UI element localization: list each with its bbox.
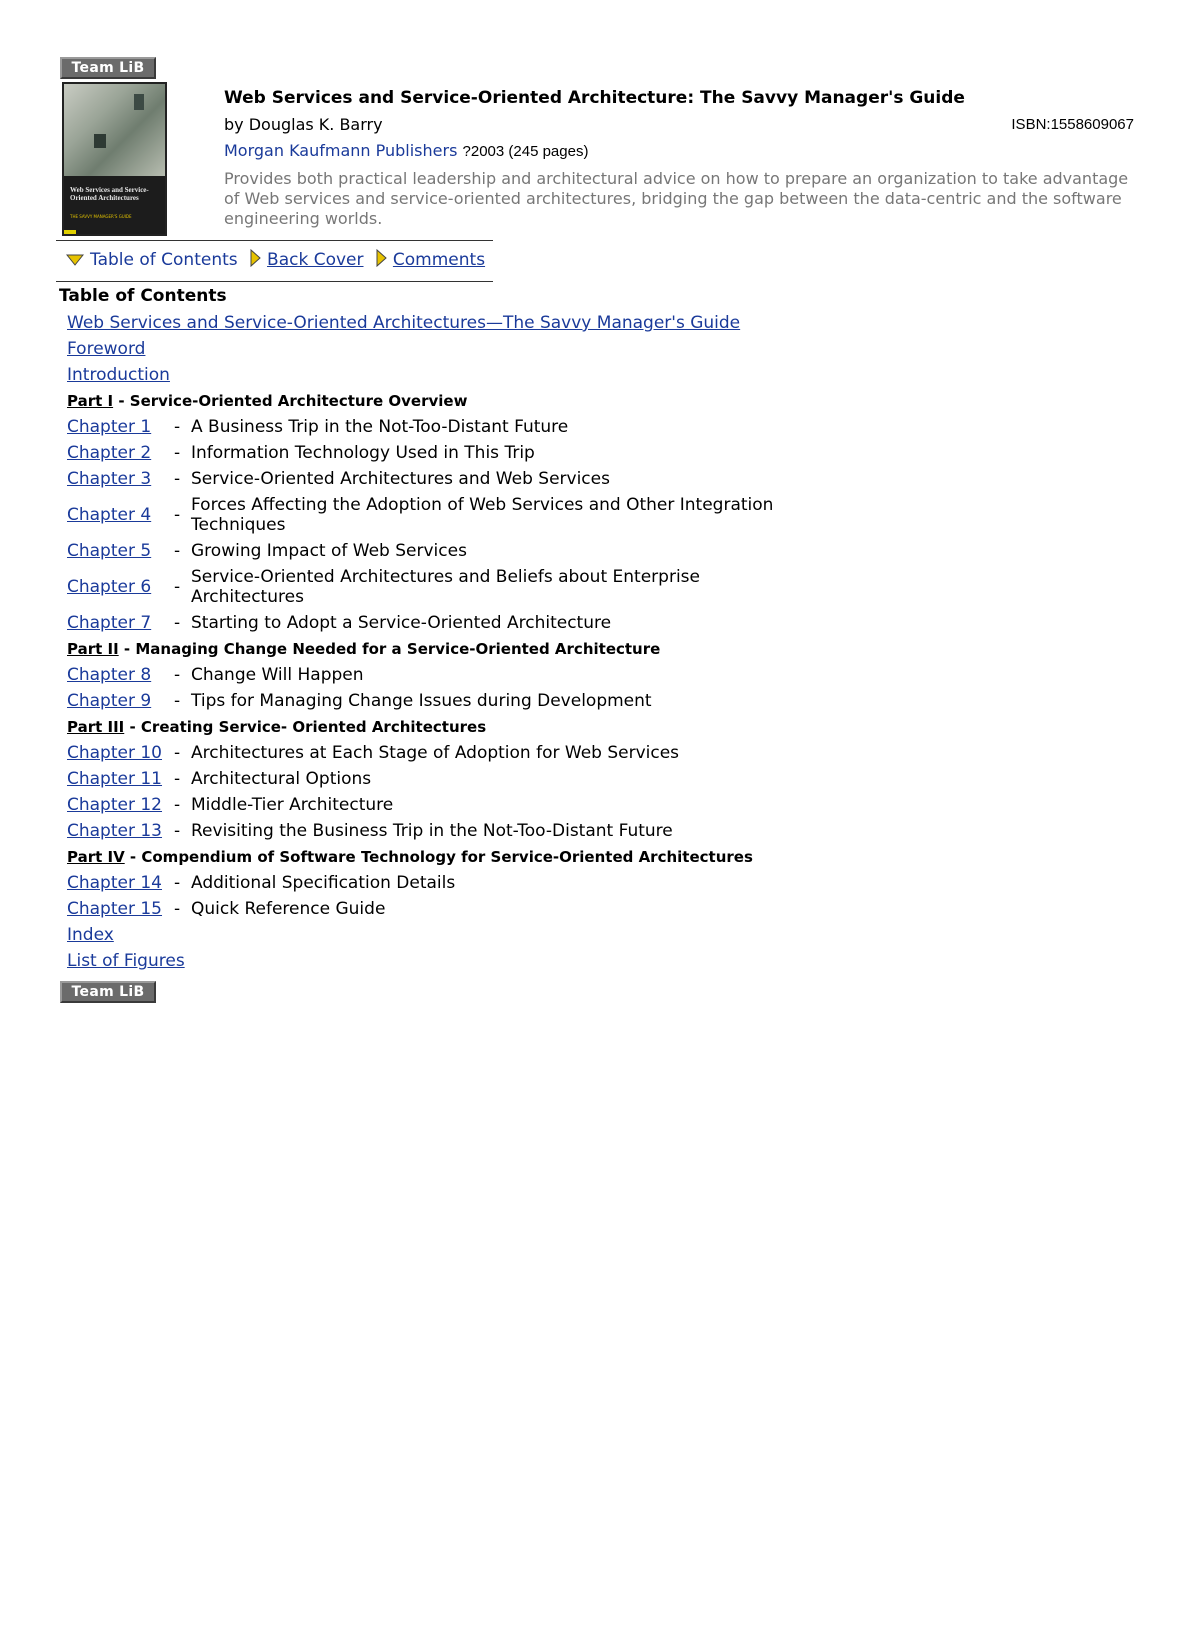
chapter-link[interactable]: Chapter 7 xyxy=(67,613,152,633)
toc-link-book-title[interactable]: Web Services and Service-Oriented Architectures—The Savvy Manager's Guide xyxy=(67,313,741,333)
chapter-link[interactable]: Chapter 14 xyxy=(67,873,163,893)
chapter-link[interactable]: Chapter 6 xyxy=(67,577,152,597)
arrow-down-icon xyxy=(66,253,84,267)
chapter-row xyxy=(67,740,827,766)
arrow-right-icon xyxy=(375,249,387,267)
chapter-title: Service-Oriented Architectures and Web Services xyxy=(191,469,610,489)
separator: - xyxy=(174,691,181,711)
chapter-row xyxy=(67,688,827,714)
part-label: Part III xyxy=(67,718,125,736)
book-cover-image xyxy=(62,82,167,236)
publisher-name: Morgan Kaufmann Publishers xyxy=(224,141,458,160)
part-title: - Creating Service- Oriented Architectures xyxy=(124,718,487,736)
chapter-row xyxy=(67,818,827,844)
part-label: Part II xyxy=(67,640,119,658)
chapter-title: Forces Affecting the Adoption of Web Services and Other Integration Techniques xyxy=(191,495,774,535)
chapter-link[interactable]: Chapter 10 xyxy=(67,743,163,763)
nav-comments-link[interactable]: Comments xyxy=(392,250,486,270)
toc-heading: Table of Contents xyxy=(59,286,227,306)
chapter-link[interactable]: Chapter 4 xyxy=(67,505,152,525)
book-description: Provides both practical leadership and architectural advice on how to prepare an organization to take advantage of Web services and service-oriented architectures, bridging the gap between the data-centric and the software engineering worlds. xyxy=(224,169,1129,228)
team-lib-logo-top: Team LiB xyxy=(60,57,156,79)
chapter-title: Growing Impact of Web Services xyxy=(191,541,467,561)
separator: - xyxy=(174,795,181,815)
chapter-row xyxy=(67,896,827,922)
nav-divider-top xyxy=(56,240,493,241)
chapter-link[interactable]: Chapter 2 xyxy=(67,443,152,463)
separator: - xyxy=(174,443,181,463)
part-heading xyxy=(67,388,827,414)
chapter-title: Architectural Options xyxy=(191,769,372,789)
chapter-title: Revisiting the Business Trip in the Not-Too-Distant Future xyxy=(191,821,673,841)
chapter-link[interactable]: Chapter 13 xyxy=(67,821,163,841)
separator: - xyxy=(174,613,181,633)
separator: - xyxy=(174,577,181,597)
part-heading xyxy=(67,844,827,870)
chapter-row xyxy=(67,610,827,636)
chapter-title: Tips for Managing Change Issues during Development xyxy=(191,691,652,711)
chapter-row xyxy=(67,870,827,896)
separator: - xyxy=(174,665,181,685)
team-lib-logo-bottom: Team LiB xyxy=(60,981,156,1003)
publisher-row xyxy=(224,141,588,160)
separator: - xyxy=(174,873,181,893)
separator: - xyxy=(174,417,181,437)
part-heading xyxy=(67,714,827,740)
chapter-link[interactable]: Chapter 3 xyxy=(67,469,152,489)
chapter-row xyxy=(67,414,827,440)
chapter-row xyxy=(67,492,827,538)
separator: - xyxy=(174,743,181,763)
nav-divider-bottom xyxy=(56,281,493,282)
chapter-row xyxy=(67,662,827,688)
chapter-row xyxy=(67,466,827,492)
separator: - xyxy=(174,821,181,841)
separator: - xyxy=(174,899,181,919)
chapter-title: Service-Oriented Architectures and Beliefs about Enterprise Architectures xyxy=(191,567,700,607)
chapter-link[interactable]: Chapter 5 xyxy=(67,541,152,561)
nav-bar xyxy=(66,249,491,270)
table-of-contents xyxy=(67,310,827,974)
part-label: Part IV xyxy=(67,848,125,866)
chapter-link[interactable]: Chapter 15 xyxy=(67,899,163,919)
separator: - xyxy=(174,469,181,489)
chapter-title: Additional Specification Details xyxy=(191,873,456,893)
part-title: - Compendium of Software Technology for Service-Oriented Architectures xyxy=(124,848,753,866)
chapter-title: A Business Trip in the Not-Too-Distant Future xyxy=(191,417,569,437)
chapter-title: Information Technology Used in This Trip xyxy=(191,443,535,463)
chapter-link[interactable]: Chapter 9 xyxy=(67,691,152,711)
toc-link-list-of-figures[interactable]: List of Figures xyxy=(67,951,185,971)
toc-link-index[interactable]: Index xyxy=(67,925,114,945)
part-heading xyxy=(67,636,827,662)
chapter-title: Middle-Tier Architecture xyxy=(191,795,394,815)
chapter-row xyxy=(67,538,827,564)
part-title: - Service-Oriented Architecture Overview xyxy=(113,392,468,410)
chapter-row xyxy=(67,440,827,466)
book-title: Web Services and Service-Oriented Architecture: The Savvy Manager's Guide xyxy=(224,88,965,108)
chapter-link[interactable]: Chapter 11 xyxy=(67,769,163,789)
cover-subtitle: THE SAVVY MANAGER'S GUIDE xyxy=(70,214,132,219)
part-title: - Managing Change Needed for a Service-Oriented Architecture xyxy=(118,640,661,658)
chapter-link[interactable]: Chapter 1 xyxy=(67,417,152,437)
chapter-link[interactable]: Chapter 8 xyxy=(67,665,152,685)
nav-table-of-contents: Table of Contents xyxy=(90,250,238,270)
chapter-row xyxy=(67,792,827,818)
chapter-row xyxy=(67,564,827,610)
publication-info: ?2003 (245 pages) xyxy=(462,143,589,160)
chapter-title: Change Will Happen xyxy=(191,665,364,685)
part-label: Part I xyxy=(67,392,114,410)
nav-back-cover-link[interactable]: Back Cover xyxy=(267,250,364,270)
separator: - xyxy=(174,541,181,561)
chapter-title: Quick Reference Guide xyxy=(191,899,386,919)
book-author: by Douglas K. Barry xyxy=(224,115,383,134)
toc-link-foreword[interactable]: Foreword xyxy=(67,339,146,359)
chapter-link[interactable]: Chapter 12 xyxy=(67,795,163,815)
book-isbn: ISBN:1558609067 xyxy=(1011,116,1134,133)
chapter-title: Architectures at Each Stage of Adoption for Web Services xyxy=(191,743,680,763)
cover-title: Web Services and Service-Oriented Architectures xyxy=(70,186,149,202)
chapter-row xyxy=(67,766,827,792)
chapter-title: Starting to Adopt a Service-Oriented Architecture xyxy=(191,613,612,633)
toc-link-introduction[interactable]: Introduction xyxy=(67,365,170,385)
separator: - xyxy=(174,769,181,789)
arrow-right-icon xyxy=(249,249,261,267)
separator: - xyxy=(174,505,181,525)
